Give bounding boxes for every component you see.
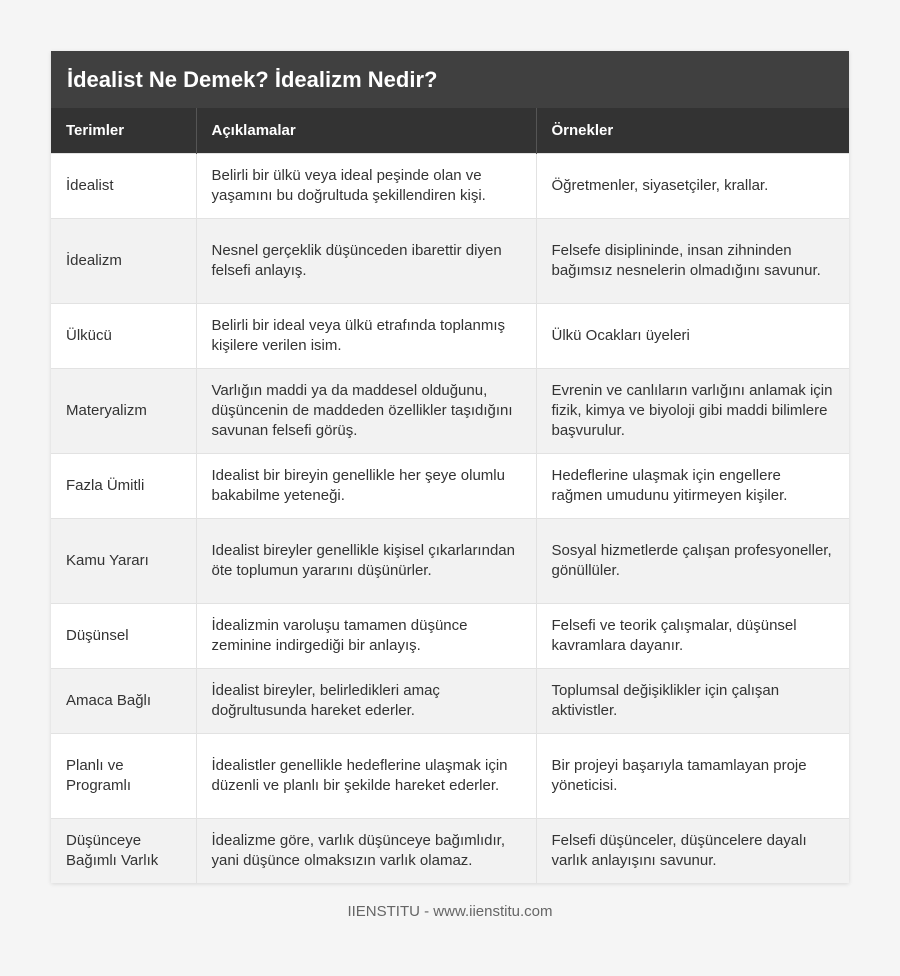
description-cell: Belirli bir ideal veya ülkü etrafında toplanmış kişilere verilen isim.: [196, 303, 536, 368]
table-row: [51, 603, 849, 668]
table-title: İdealist Ne Demek? İdealizm Nedir?: [51, 51, 849, 108]
term-cell: Düşünceye Bağımlı Varlık: [51, 818, 196, 883]
term-cell: Amaca Bağlı: [51, 668, 196, 733]
example-cell: Ülkü Ocakları üyeleri: [536, 303, 849, 368]
table-row: [51, 733, 849, 818]
description-cell: İdealistler genellikle hedeflerine ulaşmak için düzenli ve planlı bir şekilde hareket ederler.: [196, 733, 536, 818]
description-cell: Idealist bir bireyin genellikle her şeye olumlu bakabilme yeteneği.: [196, 453, 536, 518]
definitions-table: [51, 108, 849, 883]
term-cell: Kamu Yararı: [51, 518, 196, 603]
description-cell: Nesnel gerçeklik düşünceden ibarettir diyen felsefi anlayış.: [196, 218, 536, 303]
example-cell: Felsefi ve teorik çalışmalar, düşünsel kavramlara dayanır.: [536, 603, 849, 668]
example-cell: Hedeflerine ulaşmak için engellere rağmen umudunu yitirmeyen kişiler.: [536, 453, 849, 518]
description-cell: Belirli bir ülkü veya ideal peşinde olan ve yaşamını bu doğrultuda şekillendiren kişi.: [196, 153, 536, 218]
table-header-row: [51, 108, 849, 153]
table-row: [51, 453, 849, 518]
table-row: [51, 303, 849, 368]
table-row: [51, 153, 849, 218]
example-cell: Toplumsal değişiklikler için çalışan aktivistler.: [536, 668, 849, 733]
description-cell: İdealizme göre, varlık düşünceye bağımlıdır, yani düşünce olmaksızın varlık olamaz.: [196, 818, 536, 883]
term-cell: İdealizm: [51, 218, 196, 303]
term-cell: Fazla Ümitli: [51, 453, 196, 518]
example-cell: Öğretmenler, siyasetçiler, krallar.: [536, 153, 849, 218]
column-header-examples: Örnekler: [536, 108, 849, 153]
example-cell: Bir projeyi başarıyla tamamlayan proje yöneticisi.: [536, 733, 849, 818]
description-cell: İdealizmin varoluşu tamamen düşünce zeminine indirgediği bir anlayış.: [196, 603, 536, 668]
site-footer: IIENSTITU - www.iienstitu.com: [347, 903, 553, 920]
example-cell: Evrenin ve canlıların varlığını anlamak için fizik, kimya ve biyoloji gibi maddi bilimlere başvurulur.: [536, 368, 849, 453]
example-cell: Felsefe disiplininde, insan zihninden bağımsız nesnelerin olmadığını savunur.: [536, 218, 849, 303]
table-row: [51, 368, 849, 453]
example-cell: Sosyal hizmetlerde çalışan profesyoneller, gönüllüler.: [536, 518, 849, 603]
term-cell: Planlı ve Programlı: [51, 733, 196, 818]
term-cell: Materyalizm: [51, 368, 196, 453]
column-header-descriptions: Açıklamalar: [196, 108, 536, 153]
description-cell: Varlığın maddi ya da maddesel olduğunu, düşüncenin de maddeden özellikler taşıdığını savunan felsefi görüş.: [196, 368, 536, 453]
term-cell: İdealist: [51, 153, 196, 218]
column-header-terms: Terimler: [51, 108, 196, 153]
example-cell: Felsefi düşünceler, düşüncelere dayalı varlık anlayışını savunur.: [536, 818, 849, 883]
table-row: [51, 518, 849, 603]
table-row: [51, 218, 849, 303]
description-cell: İdealist bireyler, belirledikleri amaç doğrultusunda hareket ederler.: [196, 668, 536, 733]
term-cell: Ülkücü: [51, 303, 196, 368]
description-cell: Idealist bireyler genellikle kişisel çıkarlarından öte toplumun yararını düşünürler.: [196, 518, 536, 603]
table-row: [51, 818, 849, 883]
table-row: [51, 668, 849, 733]
definitions-card: [51, 51, 849, 883]
term-cell: Düşünsel: [51, 603, 196, 668]
